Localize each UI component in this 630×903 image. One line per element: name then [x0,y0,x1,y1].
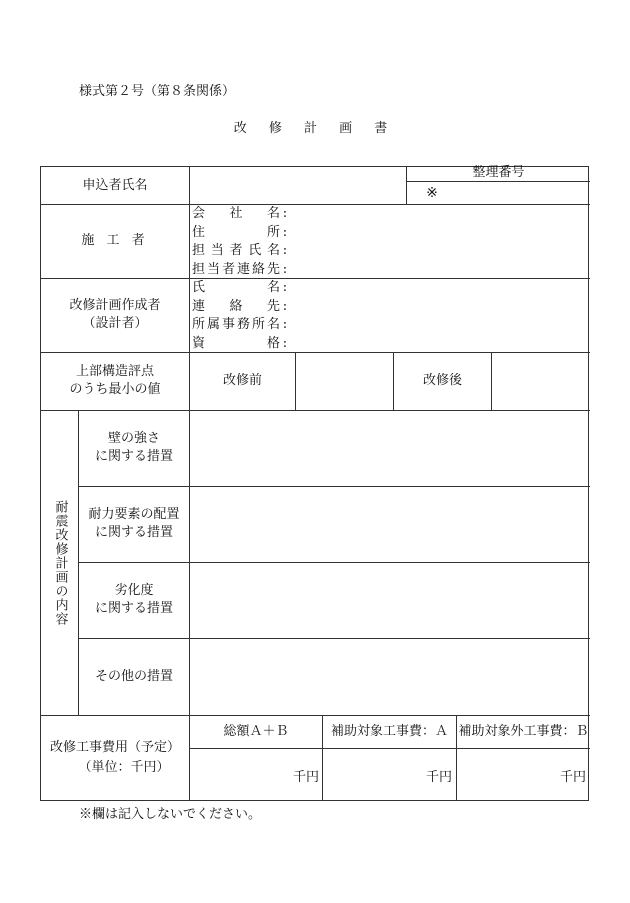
address-field[interactable]: 住所 : [192,224,290,243]
subsidy-cost-unit: 千円 [426,770,453,785]
planner-name-field[interactable]: 氏名 : [192,279,290,298]
deterioration-line1: 劣化度 [114,583,154,598]
subsidy-cost-header: 補助対象工事費：Ａ [330,723,448,739]
after-renovation-value[interactable] [492,352,590,410]
bearing-element-line1: 耐力要素の配置 [88,507,180,522]
deterioration-line2: に関する措置 [94,601,173,616]
address-label: 住所 [192,224,280,240]
planner-contact-field[interactable]: 連絡先 : [192,298,290,317]
bearing-element-label [79,486,189,562]
reference-number-label: 整理番号 [472,165,525,180]
before-renovation-value[interactable] [296,352,393,410]
office-name-field[interactable]: 所属事務所名 : [192,316,290,335]
planner-name-label: 氏名 [192,280,280,295]
contractor-label: 施 工 者 [81,233,149,248]
deterioration-label [79,562,189,638]
applicant-name-field[interactable] [190,167,406,204]
company-name-field[interactable]: 会社名 : [192,205,290,224]
applicant-name-label: 申込者氏名 [82,177,148,193]
total-cost-unit: 千円 [293,770,320,785]
structure-score-label-line2: のうち最小の値 [69,382,161,397]
wall-strength-label [79,410,189,486]
reference-number-mark: ※ [426,185,438,201]
company-name-label: 会社名 [192,206,280,221]
wall-strength-line1: 壁の強さ [107,431,160,446]
planner-contact-label: 連絡先 [192,298,280,314]
after-renovation-label: 改修後 [422,373,462,388]
bearing-element-field[interactable] [190,487,590,562]
person-contact-field[interactable]: 担当者連絡先 : [192,261,290,280]
qualification-field[interactable]: 資格 : [192,335,290,354]
other-measures-label: その他の措置 [94,668,173,684]
office-name-label: 所属事務所名 [192,317,280,333]
structure-score-label-block [41,352,189,410]
planner-sub-label: （設計者） [82,316,148,331]
footer-note: ※欄は記入しないでください。 [79,807,262,822]
cost-label-block [41,715,189,801]
measures-group-label: 耐震改修計画の内容 [52,499,68,626]
total-cost-header: 総額Ａ＋Ｂ [223,723,289,739]
contractor-fields [192,205,290,279]
planner-fields [192,279,290,353]
document-title: 改 修 計 画 書 [233,121,397,136]
wall-strength-field[interactable] [190,411,590,486]
cost-label-line1: 改修工事費用（予定） [49,740,180,755]
other-measures-field[interactable] [190,639,590,715]
planner-label-block [41,278,189,352]
structure-score-label-line1: 上部構造評点 [75,364,154,379]
person-contact-label: 担当者連絡先 [192,261,280,277]
measures-group-label-block [41,410,78,715]
before-renovation-label: 改修前 [222,373,262,388]
wall-strength-line2: に関する措置 [94,449,173,464]
bearing-element-line2: に関する措置 [94,525,173,540]
deterioration-field[interactable] [190,563,590,638]
non-subsidy-cost-unit: 千円 [560,770,587,785]
person-in-charge-label: 担当者氏名 [192,243,280,259]
renovation-plan-form [40,166,589,801]
non-subsidy-cost-header: 補助対象外工事費：Ｂ [458,723,589,739]
cost-label-line2: （単位：千円） [78,760,170,775]
person-in-charge-field[interactable]: 担当者氏名 : [192,242,290,261]
form-number-note: 様式第２号（第８条関係） [79,84,236,99]
planner-label: 改修計画作成者 [69,298,161,313]
qualification-label: 資格 [192,335,280,351]
